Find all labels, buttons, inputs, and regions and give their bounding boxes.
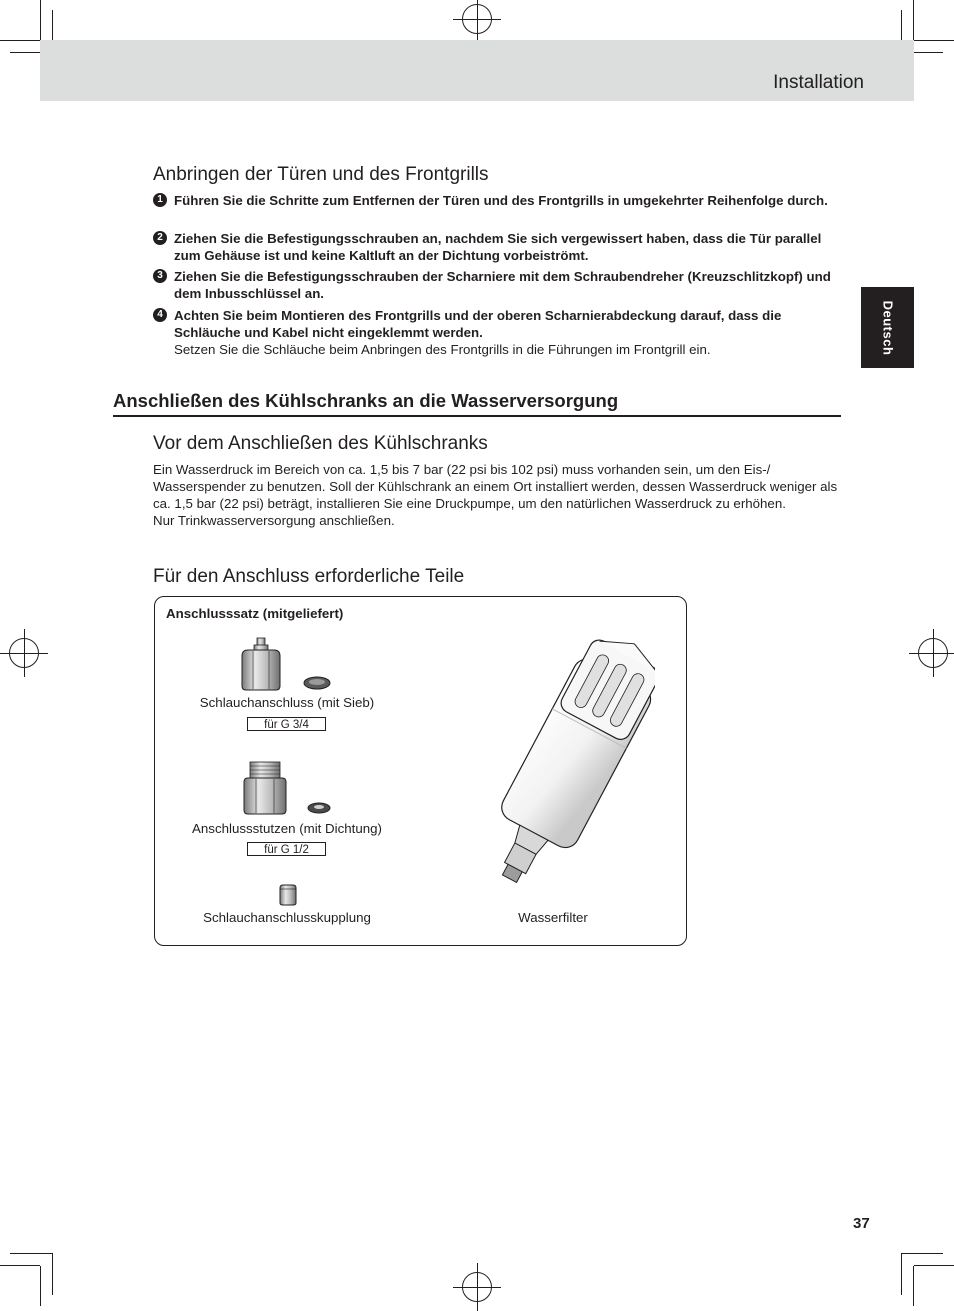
coupling-illustration bbox=[278, 883, 298, 907]
connection-nipple-spec: für G 1/2 bbox=[247, 842, 326, 856]
coupling-label: Schlauchanschlusskupplung bbox=[203, 910, 371, 925]
doors-heading: Anbringen der Türen und des Frontgrills bbox=[153, 164, 489, 185]
step-text: Ziehen Sie die Befestigungsschrauben an, nachdem Sie sich vergewissert haben, dass die Tür parallel zum Gehäuse ist und keine Kaltluft an der Dichtung vorbeiströmt. bbox=[174, 231, 822, 263]
hose-connector-illustration bbox=[236, 636, 332, 694]
before-heading: Vor dem Anschließen des Kühlschranks bbox=[153, 433, 488, 454]
parts-box-title: Anschlusssatz (mitgeliefert) bbox=[166, 606, 344, 621]
page-number: 37 bbox=[853, 1215, 870, 1232]
connection-nipple-label: Anschlussstutzen (mit Dichtung) bbox=[192, 821, 382, 836]
before-paragraph bbox=[153, 461, 843, 529]
hose-connector-spec: für G 3/4 bbox=[247, 717, 326, 731]
water-filter-label: Wasserfilter bbox=[518, 910, 588, 925]
step-number: 1 bbox=[153, 193, 167, 207]
step-3 bbox=[153, 268, 843, 302]
step-number: 2 bbox=[153, 231, 167, 245]
step-text: Achten Sie beim Montieren des Frontgrills und der oberen Scharnierabdeckung darauf, dass die Schläuche und Kabel nicht eingeklemmt werden. bbox=[174, 308, 782, 340]
step-4 bbox=[153, 307, 843, 358]
water-section-heading: Anschließen des Kühlschranks an die Wasserversorgung bbox=[113, 390, 841, 417]
step-number: 3 bbox=[153, 269, 167, 283]
connection-nipple-illustration bbox=[240, 760, 334, 816]
parts-heading: Für den Anschluss erforderliche Teile bbox=[153, 566, 465, 587]
hose-connector-label: Schlauchanschluss (mit Sieb) bbox=[199, 695, 375, 710]
step-note: Setzen Sie die Schläuche beim Anbringen des Frontgrills in die Führungen im Frontgrill ein. bbox=[174, 342, 711, 357]
step-number: 4 bbox=[153, 308, 167, 322]
drinking-water-text: Nur Trinkwasserversorgung anschließen. bbox=[153, 513, 395, 528]
pressure-text: Ein Wasserdruck im Bereich von ca. 1,5 bis 7 bar (22 psi bis 102 psi) muss vorhanden sein, um den Eis-/ Wasserspender zu benutzen. Soll der Kühlschrank an einem Ort installiert werden, dessen Wasserdruck weniger als ca. 1,5 bar (22 psi) beträgt, installieren Sie eine Druckpumpe, um den natürlichen Wasserdruck zu erhöhen. bbox=[153, 462, 838, 511]
language-tab bbox=[861, 287, 914, 368]
step-2 bbox=[153, 230, 843, 264]
section-title: Installation bbox=[773, 72, 864, 93]
water-filter-illustration bbox=[455, 630, 655, 905]
step-1 bbox=[153, 192, 843, 209]
language-tab-label: Deutsch bbox=[880, 300, 895, 355]
step-text: Führen Sie die Schritte zum Entfernen der Türen und des Frontgrills in umgekehrter Reihenfolge durch. bbox=[174, 193, 828, 208]
step-text: Ziehen Sie die Befestigungsschrauben der Scharniere mit dem Schraubendreher (Kreuzschlitzkopf) und dem Inbusschlüssel an. bbox=[174, 269, 831, 301]
